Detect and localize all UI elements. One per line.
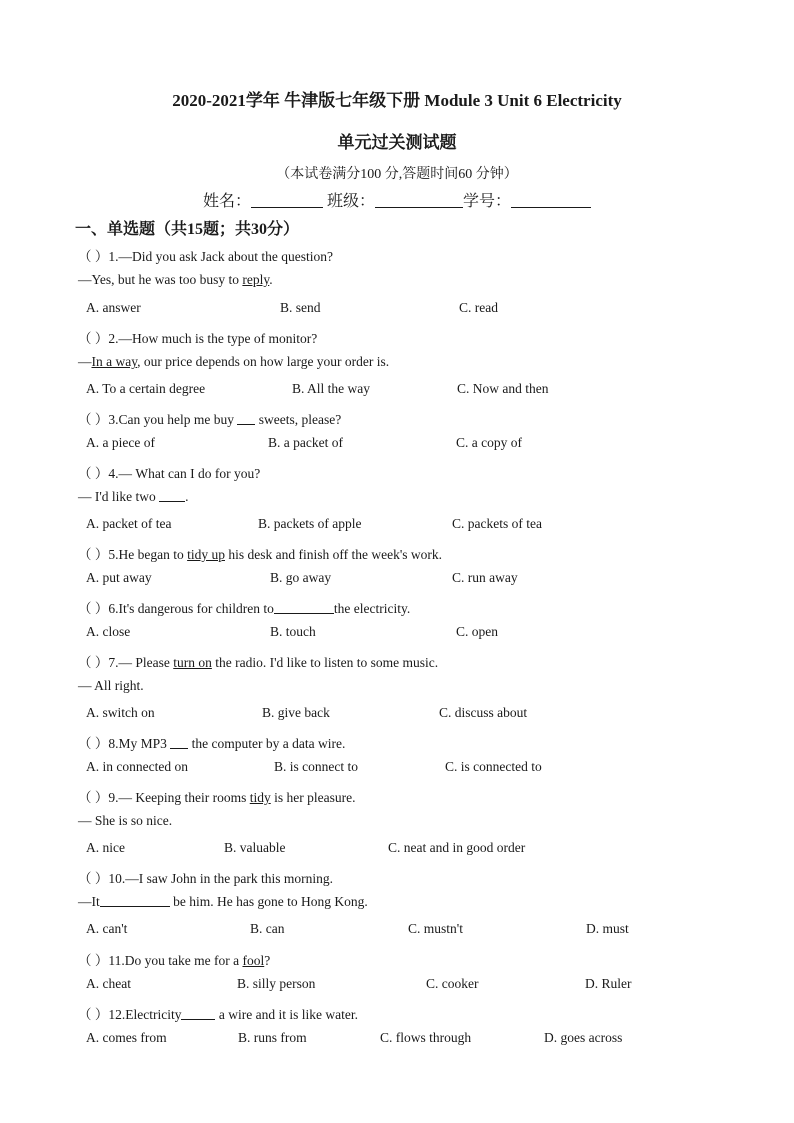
question-8: （ ）8.My MP3 the computer by a data wire.: [78, 736, 346, 751]
option-c[interactable]: C. discuss about: [439, 705, 528, 720]
option-b[interactable]: B. valuable: [224, 840, 286, 855]
question-7-response: — All right.: [78, 678, 144, 693]
option-b[interactable]: B. touch: [270, 624, 316, 639]
question-9-response: — She is so nice.: [78, 813, 173, 828]
option-c[interactable]: C. run away: [452, 570, 518, 585]
id-blank[interactable]: [511, 191, 591, 208]
option-a[interactable]: A. nice: [86, 840, 125, 855]
option-a[interactable]: A. can't: [86, 921, 128, 936]
section-heading: 一、单选题（共15题；共30分）: [75, 221, 300, 238]
name-blank[interactable]: [251, 191, 323, 208]
question-1: （ ）1.—Did you ask Jack about the question?: [78, 249, 333, 264]
question-12: （ ）12.Electricity a wire and it is like water.: [78, 1007, 358, 1022]
answer-blank[interactable]: [181, 1007, 215, 1020]
class-blank[interactable]: [375, 191, 463, 208]
question-6: （ ）6.It's dangerous for children to the electricity.: [78, 601, 411, 616]
question-2: （ ）2.—How much is the type of monitor?: [78, 331, 318, 346]
question-9: （ ）9.— Keeping their rooms tidy is her pleasure.: [78, 790, 356, 805]
question-7: （ ）7.— Please turn on the radio. I'd like to listen to some music.: [78, 655, 439, 670]
option-b[interactable]: B. silly person: [237, 976, 316, 991]
option-c[interactable]: C. mustn't: [408, 921, 463, 936]
document-title: 2020-2021学年 牛津版七年级下册 Module 3 Unit 6 Electricity: [172, 91, 622, 110]
option-d[interactable]: D. goes across: [544, 1030, 623, 1045]
option-b[interactable]: B. send: [280, 300, 321, 315]
document-subtitle: 单元过关测试题: [337, 133, 457, 152]
option-c[interactable]: C. open: [456, 624, 498, 639]
underlined-word: reply: [242, 272, 270, 287]
option-a[interactable]: A. cheat: [86, 976, 131, 991]
question-4-response: — I'd like two .: [78, 489, 189, 504]
answer-blank[interactable]: [159, 489, 185, 502]
option-c[interactable]: C. a copy of: [456, 435, 522, 450]
underlined-word: turn on: [173, 655, 212, 670]
option-b[interactable]: B. a packet of: [268, 435, 343, 450]
option-b[interactable]: B. is connect to: [274, 759, 358, 774]
option-a[interactable]: A. comes from: [86, 1030, 167, 1045]
exam-note: （本试卷满分100 分,答题时间60 分钟）: [276, 167, 518, 182]
option-c[interactable]: C. read: [459, 300, 498, 315]
option-c[interactable]: C. cooker: [426, 976, 479, 991]
option-c[interactable]: C. neat and in good order: [388, 840, 526, 855]
answer-blank[interactable]: [274, 601, 334, 614]
question-10: （ ）10.—I saw John in the park this morning.: [78, 871, 333, 886]
option-b[interactable]: B. runs from: [238, 1030, 307, 1045]
option-b[interactable]: B. All the way: [292, 381, 370, 396]
question-10-response: —It be him. He has gone to Hong Kong.: [78, 894, 368, 909]
option-d[interactable]: D. Ruler: [585, 976, 632, 991]
answer-blank[interactable]: [100, 894, 170, 907]
underlined-word: In a way: [91, 354, 138, 369]
question-4: （ ）4.— What can I do for you?: [78, 466, 261, 481]
student-info-line: [0, 188, 794, 211]
option-a[interactable]: A. in connected on: [86, 759, 188, 774]
option-b[interactable]: B. go away: [270, 570, 332, 585]
class-label: 班级：: [326, 193, 375, 210]
question-11: （ ）11.Do you take me for a fool?: [78, 953, 271, 968]
underlined-word: fool: [242, 953, 265, 968]
question-5: （ ）5.He began to tidy up his desk and finish off the week's work.: [78, 547, 443, 562]
option-a[interactable]: A. put away: [86, 570, 152, 585]
question-2-response: —In a way, our price depends on how large your order is.: [78, 354, 390, 369]
answer-blank[interactable]: [170, 736, 188, 749]
option-a[interactable]: A. To a certain degree: [86, 381, 206, 396]
id-label: 学号：: [463, 193, 512, 210]
option-a[interactable]: A. a piece of: [86, 435, 155, 450]
option-c[interactable]: C. flows through: [380, 1030, 472, 1045]
option-b[interactable]: B. can: [250, 921, 285, 936]
option-c[interactable]: C. Now and then: [457, 381, 549, 396]
underlined-word: tidy: [249, 790, 271, 805]
option-c[interactable]: C. is connected to: [445, 759, 542, 774]
question-3: （ ）3.Can you help me buy sweets, please?: [78, 412, 342, 427]
underlined-word: tidy up: [187, 547, 225, 562]
option-b[interactable]: B. give back: [262, 705, 330, 720]
name-label: 姓名：: [202, 193, 251, 210]
question-1-response: —Yes, but he was too busy to reply.: [78, 272, 273, 287]
option-a[interactable]: A. close: [86, 624, 131, 639]
answer-blank[interactable]: [237, 412, 255, 425]
option-d[interactable]: D. must: [586, 921, 629, 936]
option-b[interactable]: B. packets of apple: [258, 516, 362, 531]
option-a[interactable]: A. switch on: [86, 705, 155, 720]
option-a[interactable]: A. answer: [86, 300, 141, 315]
option-a[interactable]: A. packet of tea: [86, 516, 172, 531]
option-c[interactable]: C. packets of tea: [452, 516, 542, 531]
